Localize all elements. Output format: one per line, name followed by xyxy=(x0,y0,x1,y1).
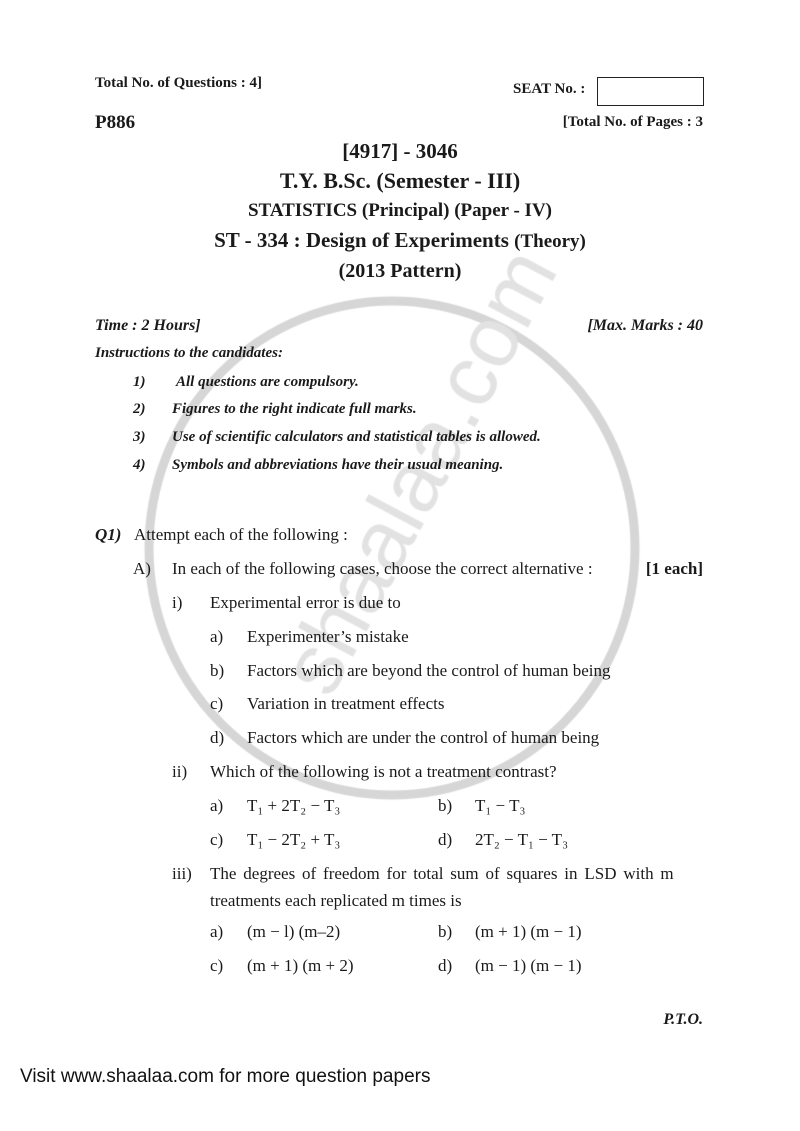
total-pages: [Total No. of Pages : 3 xyxy=(562,114,703,130)
option-text: Factors which are beyond the control of human being xyxy=(247,661,611,680)
option-text: (m − 1) (m − 1) xyxy=(475,956,582,975)
option-label: a) xyxy=(210,796,224,815)
course-title: T.Y. B.Sc. (Semester - III) xyxy=(279,168,521,193)
option-label: b) xyxy=(210,661,225,680)
option-text: 2T₂ − T₁ − T₃ xyxy=(475,830,568,849)
exam-code: [4917] - 3046 xyxy=(342,139,458,163)
time: Time : 2 Hours] xyxy=(95,317,201,334)
part-label: A) xyxy=(133,559,151,578)
paper-title-main: ST - 334 : Design of Experiments xyxy=(214,228,509,252)
max-marks: [Max. Marks : 40 xyxy=(587,317,703,334)
subquestion-text: Which of the following is not a treatment contrast? xyxy=(210,762,557,781)
footer-link-text[interactable]: Visit www.shaalaa.com for more question papers xyxy=(20,1066,431,1087)
subquestion-text: Experimental error is due to xyxy=(210,593,401,612)
option-text: Variation in treatment effects xyxy=(247,694,445,713)
option-label: c) xyxy=(210,694,224,713)
option-text: T₁ + 2T₂ − T₃ xyxy=(247,796,341,815)
question-number: Q1) xyxy=(95,525,122,544)
paper-code: P886 xyxy=(95,112,136,133)
option-label: d) xyxy=(438,956,453,975)
instructions-heading: Instructions to the candidates: xyxy=(95,345,283,361)
seat-label: SEAT No. : xyxy=(513,81,586,97)
option-text: Factors which are under the control of human being xyxy=(247,728,600,747)
instruction-text: Figures to the right indicate full marks. xyxy=(172,401,417,417)
option-label: d) xyxy=(438,830,453,849)
instruction-text: Symbols and abbreviations have their usual meaning. xyxy=(172,457,504,473)
option-text: Experimenter’s mistake xyxy=(247,627,409,646)
option-text: (m + 1) (m + 2) xyxy=(247,956,354,975)
paper-title-suffix: (Theory) xyxy=(514,231,586,252)
option-label: b) xyxy=(438,922,453,941)
subquestion-num: i) xyxy=(172,593,183,612)
option-text: T₁ − 2T₂ + T₃ xyxy=(247,830,341,849)
instruction-num: 3) xyxy=(133,429,146,445)
part-marks: [1 each] xyxy=(645,559,703,578)
subject-title: STATISTICS (Principal) (Paper - IV) xyxy=(247,200,553,221)
subquestion-text: The degrees of freedom for total sum of squares in LSD with m xyxy=(210,864,674,883)
instruction-text: Use of scientific calculators and statistical tables is allowed. xyxy=(172,429,541,445)
part-text: In each of the following cases, choose the correct alternative : xyxy=(172,559,593,578)
total-questions: Total No. of Questions : 4] xyxy=(95,75,262,91)
pattern: (2013 Pattern) xyxy=(338,260,462,282)
subquestion-text-continued: treatments each replicated m times is xyxy=(210,891,462,910)
option-text: (m + 1) (m − 1) xyxy=(475,922,582,941)
instruction-num: 2) xyxy=(133,401,146,417)
seat-number-box[interactable] xyxy=(597,77,704,106)
option-label: a) xyxy=(210,922,224,941)
option-text: (m − l) (m–2) xyxy=(247,922,341,941)
instruction-num: 4) xyxy=(133,457,146,473)
option-label: c) xyxy=(210,956,224,975)
option-label: b) xyxy=(438,796,453,815)
option-label: d) xyxy=(210,728,225,747)
option-label: c) xyxy=(210,830,224,849)
instruction-text: All questions are compulsory. xyxy=(176,374,359,390)
instruction-num: 1) xyxy=(133,374,146,390)
subquestion-num: ii) xyxy=(172,762,188,781)
question-text: Attempt each of the following : xyxy=(134,525,348,544)
option-text: T₁ − T₃ xyxy=(475,796,526,815)
option-label: a) xyxy=(210,627,224,646)
paper-title xyxy=(0,230,800,251)
subquestion-num: iii) xyxy=(172,864,192,883)
pto: P.T.O. xyxy=(663,1011,703,1028)
